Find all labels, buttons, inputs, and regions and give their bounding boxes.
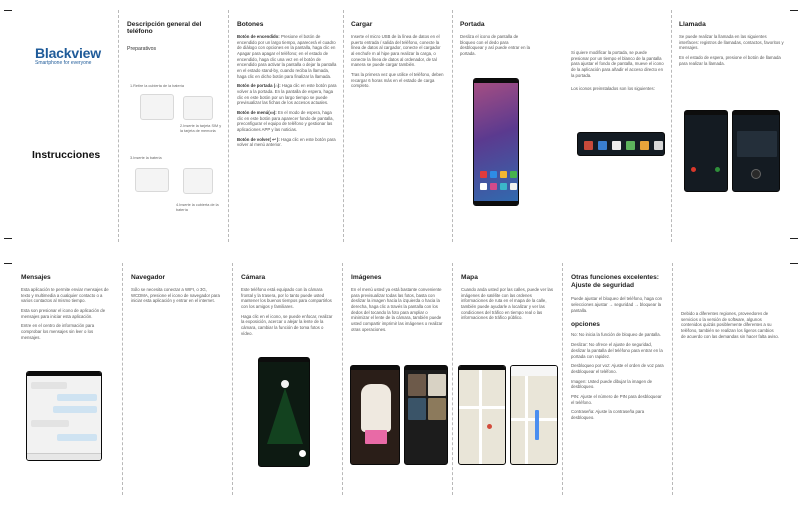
- opcion-no: No: No inicia la función de bloqueo de pantalla.: [571, 332, 661, 338]
- map-road: [479, 370, 482, 465]
- step3-illustration: [135, 168, 169, 192]
- overview-title: Descripción general del teléfono: [127, 21, 202, 35]
- seguridad-text-1: Puede ajustar el bloqueo del teléfono, haga con selecciones ajustar → seguridad → bloquear la pantalla.: [571, 296, 663, 313]
- fold-line: [562, 263, 563, 495]
- app-icon: [500, 171, 507, 178]
- portada-text-2: Si quiere modificar la portada, se puede presionar por un tiempo el blanco de la pantalla para ajustar el fondo de pantalla, mueve el icono de la aplicación para añadir el acceso directo en la portada.: [571, 50, 664, 78]
- power-button-label: Botón de encendido:: [237, 34, 280, 39]
- app-icon: [612, 141, 621, 150]
- app-icon: [490, 171, 497, 178]
- mensajes-text-1: Esta aplicación te permite enviar mensajes de texto y multimedia a cualquier contacto o a varios contactos al mismo tiempo.: [21, 287, 109, 304]
- nota-text: Debido a diferentes regiones, proveedores de servicios o la versión de software, algunos contenidos quizás posiblemente diferentes a su teléfono, también se realizan los ligeros cambios de acuerdo con las demandas sin hacer falta aviso.: [681, 311, 779, 339]
- app-icon: [480, 171, 487, 178]
- popup-menu: [737, 131, 777, 157]
- step2-illustration: [183, 96, 213, 120]
- llamada-title: Llamada: [679, 21, 706, 28]
- app-icon: [654, 141, 663, 150]
- step4-caption: 4.Inserte la cubierta de la batería: [176, 203, 219, 212]
- app-icon: [480, 183, 487, 190]
- app-icon: [510, 171, 517, 178]
- back-button-label: Botón de volver( ↩ ):: [237, 136, 280, 142]
- portada-text-1: Desliza el icono de pantalla de bloqueo con el dedo para desbloquear y así puede entrar en la portada.: [460, 34, 530, 57]
- app-icon: [626, 141, 635, 150]
- top-sheet: [0, 0, 802, 252]
- camara-title: Cámara: [241, 274, 266, 281]
- alpaca-photo-detail: [365, 430, 387, 444]
- call-menu-phone: [732, 110, 780, 192]
- power-button-text: Presione el botón de encendido por un largo tiempo, aparecerá el cuadro de diálogo con opciones en la pantalla, haga clic en Apagar para apagar el teléfono; en el estado de encendido, haga clic una vez en el botón de encendido para activar la pantalla o dejar la pantalla en el estado stand-by, cuando reciba la llamada, haga clic en dicho botón para finalizar la llamada.: [237, 34, 337, 79]
- app-icon: [510, 183, 517, 190]
- map-route-phone: [510, 365, 558, 465]
- buttons-panel: [232, 0, 342, 252]
- preinstalled-icons-strip: [577, 132, 665, 156]
- step3-caption: 3.Inserte la batería: [130, 156, 162, 160]
- mensajes-text-3: Entre en el centro de información para comprobar los mensajes sin leer o los mensajes.: [21, 323, 95, 340]
- back-button-text: Haga clic en este botón para volver al menú anterior.: [237, 136, 336, 148]
- crop-mark: [4, 263, 12, 264]
- message-bubble: [53, 406, 97, 413]
- shutter-icon: [299, 450, 306, 457]
- opciones-title: opciones: [571, 321, 600, 329]
- portada-panel-right: [566, 0, 670, 252]
- fold-line: [342, 263, 343, 495]
- fold-line: [672, 263, 673, 495]
- cover-panel: [10, 0, 118, 252]
- opcion-pin: PIN: Ajuste el número de PIN para desbloquear el teléfono.: [571, 393, 662, 405]
- fold-line: [343, 10, 344, 242]
- fold-line: [122, 263, 123, 495]
- app-icon: [490, 183, 497, 190]
- app-icon: [598, 141, 607, 150]
- fold-line: [671, 10, 672, 242]
- nota-panel: [676, 253, 784, 505]
- map-pin-icon: [487, 424, 492, 429]
- step1-caption: 1.Retire la cubierta de la batería: [130, 84, 185, 88]
- christmas-tree-photo: [267, 388, 303, 444]
- home-button-label: Botón de portada (⌂):: [237, 83, 281, 89]
- camara-text-1: Este teléfono está equipado con la cámara frontal y la trasera, por lo tanto puede usted mantener los buenos tiempos para compartirlos con los amigos y familiares.: [241, 287, 332, 310]
- message-bubble: [57, 434, 97, 441]
- portada-title: Portada: [460, 21, 485, 28]
- fold-line: [232, 263, 233, 495]
- brand-slogan: Smartphone for everyone: [35, 60, 92, 66]
- llamada-text-1: Se puede realizar la llamada en las siguientes interfaces: registros de llamadas, contactos, favoritos y mensajes.: [679, 34, 784, 51]
- gallery-grid-phone: [404, 365, 448, 465]
- camera-phone: [258, 357, 310, 467]
- charge-title: Cargar: [351, 21, 373, 28]
- crop-mark: [790, 263, 798, 264]
- ornament-star: [281, 380, 289, 388]
- seguridad-title: Otras funciones excelentes: Ajuste de seguridad: [571, 274, 659, 290]
- gallery-thumbnail: [408, 398, 426, 420]
- map-phone: [458, 365, 506, 465]
- gallery-thumbnail: [428, 374, 446, 396]
- app-icon: [640, 141, 649, 150]
- messages-phone: [26, 371, 102, 461]
- fold-line: [228, 10, 229, 242]
- prep-heading: Preparativos: [127, 46, 157, 52]
- menu-button-text: En el modo de espera, haga clic en este botón para aparecer fondo de pantalla, preconfigurar el equipo de teléfono y gestionar las aplicaciones APP y las noticias.: [237, 110, 334, 133]
- opcion-contrasena: Contraseña: Ajuste la contraseña para desbloqueo.: [571, 409, 645, 420]
- navegador-text-1: Sólo se necesita conectar a WIFI, o 3G, WCDMA, presione el icono de navegador para iniciar esta aplicación y entrar en el internet.: [131, 287, 220, 304]
- brand-logo: Blackview: [35, 45, 101, 61]
- app-icon: [500, 183, 507, 190]
- charge-text-2: Tras la primera vez que utilice el teléfono, deben recargar 6 horas más en el estado de carga completo.: [351, 72, 444, 89]
- gallery-thumbnail: [408, 374, 426, 396]
- call-icon: [715, 167, 720, 172]
- llamada-text-2: En el estado de espera, presione el botón de llamada para realizar la llamada.: [679, 55, 781, 66]
- app-icon: [584, 141, 593, 150]
- dial-button-icon: [751, 169, 761, 179]
- step4-illustration: [183, 168, 213, 194]
- step2-caption: 2.Inserte la tarjeta SIM y la tarjeta de memoria: [180, 124, 222, 133]
- opcion-imagen: Imagen: Usted puede dibujar la imagen de desbloqueo.: [571, 378, 652, 390]
- alpaca-photo: [361, 384, 391, 432]
- seguridad-panel: [566, 253, 670, 505]
- opcion-deslizar: Deslizar: No ofrece el ajuste de seguridad, deslizar la pantalla del teléfono para entrar en la portada con rapidez.: [571, 342, 663, 359]
- fold-line: [452, 263, 453, 495]
- bottom-sheet: [0, 253, 802, 505]
- mensajes-title: Mensajes: [21, 274, 51, 281]
- home-button-text: Haga clic en este botón para volver a la portada. En la pantalla de espera, haga clic en este botón por un largo tiempo se puede previsualizar las fichas de los accesos actuales.: [237, 83, 337, 106]
- navegador-panel: [126, 253, 230, 505]
- imagenes-text-1: En el menú usted ya está bastante conveniente para previsualizar todas las fotos, basta con deslizar la imagen hacia la izquierda o hacia la derecha, haga clic a través la pantalla con los dedos del tocando la foto para ampliar o minimizar el lente de la cámara, también puede usted compartir imprimir las imágenes o realizar otras operaciones.: [351, 287, 443, 332]
- charge-text-1: Inserte el micro USB de la línea de datos en el puerto entrada / salida del teléfono, conecte la línea de datos al cargador, conecte el cargador al enchufe m al hipe para realizar la carga, o conecte la línea de datos al ordenador, de tal manera se puede cargar también.: [351, 34, 441, 68]
- mapa-text-1: Cuando anda usted por las calles, puede ver las imágenes de satélite con las ordenes informaciones de ruta en el mapa de la calle, también puede ayudarle a localizar y ver las condiciones del tráfico en tiempo real o las informaciones de tráfico público.: [461, 287, 553, 321]
- fold-line: [118, 10, 119, 242]
- camara-text-2: Haga clic en el icono, se puede enfocar, realizar la exposición, acercar o alejar la lente de la cámara, cambiar la función de toma fotos o vídeo.: [241, 313, 333, 336]
- opcion-voz: Desbloqueo por voz: Ajuste el orden de voz para desbloquear el teléfono.: [571, 363, 664, 374]
- navegador-title: Navegador: [131, 274, 166, 281]
- menu-button-label: Botón de menú(▭):: [237, 110, 277, 116]
- end-call-icon: [691, 167, 696, 172]
- gallery-thumbnail: [428, 398, 446, 420]
- message-bubble: [31, 382, 67, 389]
- message-bubble: [57, 394, 97, 401]
- message-bubble: [31, 420, 69, 427]
- map-road: [525, 376, 528, 465]
- cover-title: Instrucciones: [32, 149, 101, 161]
- step1-illustration: [140, 94, 174, 120]
- charge-panel: [346, 0, 450, 252]
- map-route: [535, 410, 539, 440]
- map-road: [459, 406, 506, 409]
- imagenes-title: Imágenes: [351, 274, 382, 281]
- portada-text-3: Los iconos preinstalados son los siguientes:: [571, 86, 655, 92]
- buttons-title: Botones: [237, 21, 264, 28]
- gallery-phone: [350, 365, 400, 465]
- fold-line: [452, 10, 453, 242]
- mensajes-text-2: Esta son presionar el icono de aplicación de mensajes para iniciar esta aplicación.: [21, 308, 106, 319]
- homescreen-phone: [473, 78, 519, 206]
- dialer-phone: [684, 110, 728, 192]
- mapa-title: Mapa: [461, 274, 478, 281]
